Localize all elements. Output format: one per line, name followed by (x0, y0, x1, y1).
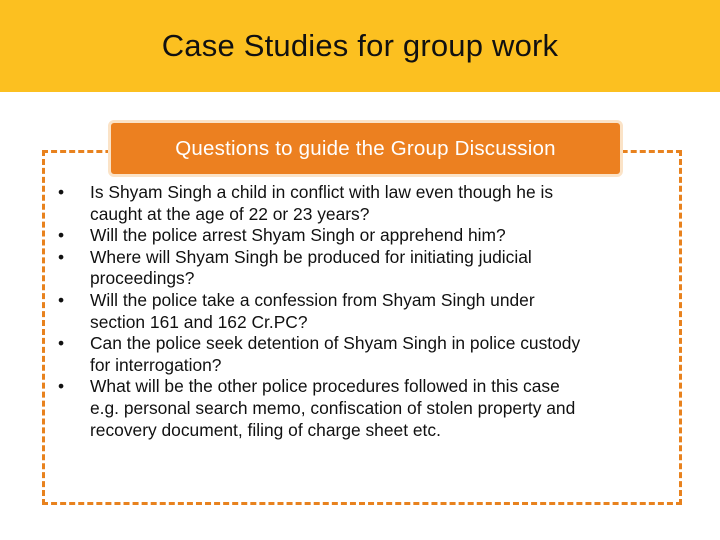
callout-box (108, 120, 623, 177)
callout-heading: Questions to guide the Group Discussion (175, 136, 556, 160)
bullet-icon: • (58, 225, 65, 246)
title-banner (0, 0, 720, 92)
question-line: caught at the age of 22 or 23 years? (90, 203, 370, 224)
question-line: recovery document, filing of charge sheet etc. (90, 419, 441, 440)
question-item (58, 182, 678, 225)
bullet-icon: • (58, 246, 65, 267)
question-line: Where will Shyam Singh be produced for initiating judicial (90, 246, 532, 267)
bullet-icon: • (58, 182, 65, 202)
bullet-icon: • (58, 289, 65, 310)
question-line: What will be the other police procedures followed in this case (90, 376, 560, 397)
question-item (58, 290, 678, 333)
question-line: section 161 and 162 Cr.PC? (90, 311, 308, 332)
question-item (58, 333, 678, 376)
bullet-icon: • (58, 333, 65, 354)
bullet-icon: • (58, 376, 65, 397)
question-list (58, 182, 678, 441)
question-item (58, 225, 678, 247)
question-line: proceedings? (90, 268, 195, 289)
question-line: for interrogation? (90, 354, 222, 375)
question-line: e.g. personal search memo, confiscation of stolen property and (90, 397, 576, 418)
question-item (58, 376, 678, 441)
question-line: Will the police arrest Shyam Singh or apprehend him? (90, 225, 506, 246)
slide-title: Case Studies for group work (161, 28, 559, 63)
question-line: Will the police take a confession from Shyam Singh under (90, 289, 535, 310)
question-line: Is Shyam Singh a child in conflict with law even though he is (90, 182, 554, 202)
question-item (58, 247, 678, 290)
question-line: Can the police seek detention of Shyam Singh in police custody (90, 333, 581, 354)
